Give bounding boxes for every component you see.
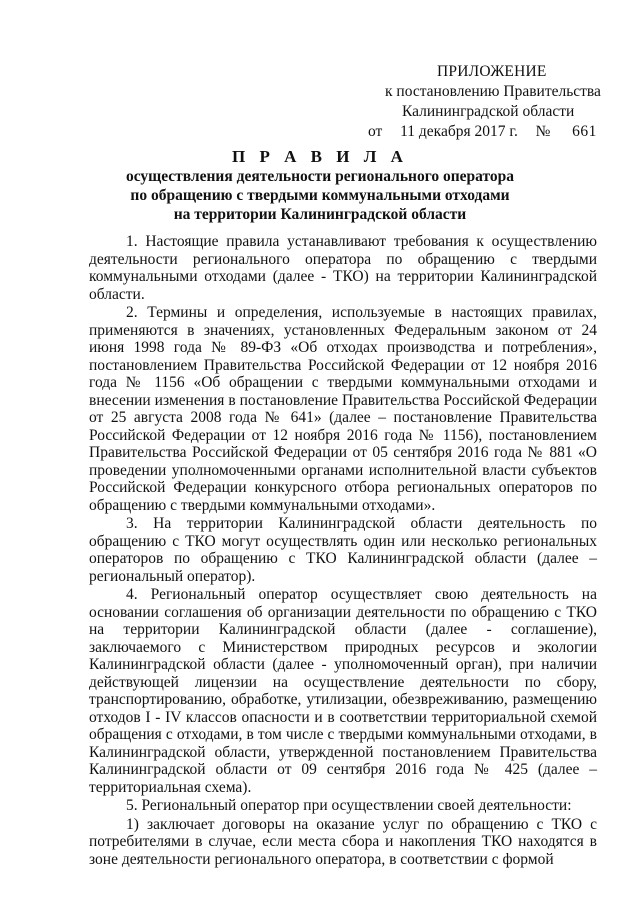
- paragraph-5-item-1: 1) заключает договоры на оказание услуг по обращению с ТКО с потребителями в случае, если места сбора и накопления ТКО находятся в зоне деятельности регионального оператора, в соответствии с формой: [89, 815, 597, 868]
- paragraph-5: 5. Региональный оператор при осуществлении своей деятельности:: [126, 797, 572, 814]
- paragraph-4: 4. Региональный оператор осуществляет свою деятельность на основании соглашения об организации деятельности по обращению с ТКО на территории Калининградской области (далее - соглашение), заключаемого с Министерством природных ресурсов и экологии Калининградской области (далее - уполномоченный орган), при наличии действующей лицензии на осуществление деятельности по сбору, транспортированию, обработке, утилизации, обезвреживанию, размещению отходов I - IV классов опасности и в соответствии территориальной схемой обращения с отходами, в том числе с твердыми коммунальными отходами, в Калининградской области, утвержденной постановлением Правительства Калининградской области от 09 сентября 2016 года № 425 (далее – территориальная схема).: [89, 586, 597, 796]
- appendix-date-line: [330, 122, 620, 142]
- paragraph-1: 1. Настоящие правила устанавливают требования к осуществлению деятельности регионального оператора по обращению с твердыми коммунальными отходами (далее - ТКО) на территории Калининградской области.: [89, 233, 597, 303]
- appendix-heading: ПРИЛОЖЕНИЕ: [437, 63, 547, 80]
- appendix-header: [330, 62, 620, 142]
- appendix-date: 11 декабря 2017 г.: [400, 123, 518, 140]
- paragraph-3: 3. На территории Калининградской области деятельность по обращению с ТКО могут осуществлять один или несколько региональных операторов по обращению с ТКО Калининградской области (далее – региональный оператор).: [89, 515, 597, 585]
- subtitle-line-1: осуществления деятельности регионального оператора: [125, 168, 515, 185]
- document-subtitle: [0, 167, 640, 224]
- subtitle-line-2: по обращению с твердыми коммунальными отходами: [130, 187, 510, 204]
- appendix-number-label: №: [535, 123, 551, 140]
- paragraph-2: 2. Термины и определения, используемые в настоящих правилах, применяются в значениях, установленных Федеральным законом от 24 июня 1998 года № 89-ФЗ «Об отходах производства и потребления», постановлением Правительства Российской Федерации от 12 ноября 2016 года № 1156 «Об обращении с твердыми коммунальными отходами и внесении изменения в постановление Правительства Российской Федерации от 25 августа 2008 года № 641» (далее – постановление Правительства Российской Федерации от 12 ноября 2016 года № 1156), постановлением Правительства Российской Федерации от 05 сентября 2016 года № 881 «О проведении уполномоченными органами исполнительной власти субъектов Российской Федерации конкурсного отбора региональных операторов по обращению с твердыми коммунальными отходами».: [89, 304, 597, 514]
- appendix-number: 661: [572, 123, 597, 140]
- appendix-date-prefix: от: [368, 123, 383, 140]
- appendix-line-2: к постановлению Правительства: [385, 83, 601, 100]
- document-title: П Р А В И Л А: [232, 147, 408, 166]
- appendix-line-3: Калининградской области: [402, 103, 575, 120]
- subtitle-line-3: на территории Калининградской области: [173, 206, 467, 223]
- document-body: [89, 233, 597, 868]
